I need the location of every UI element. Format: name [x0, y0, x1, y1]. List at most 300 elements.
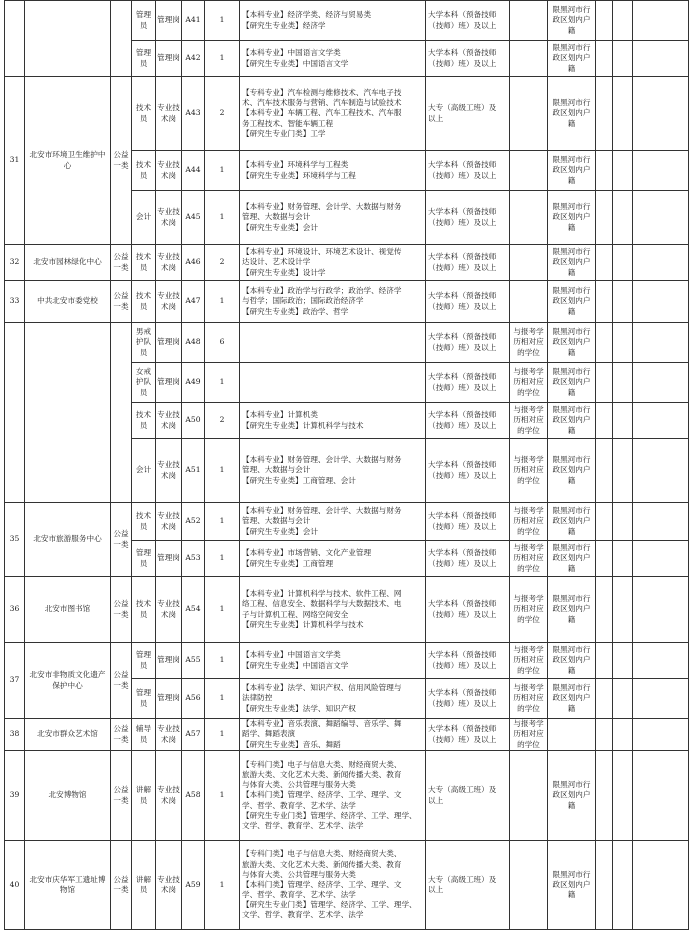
cell-major-line: 【本科专业】环境科学与工程类: [242, 160, 349, 170]
cell-post-type: 专业技术岗: [156, 439, 182, 503]
cell-major-line: 【本科专业】经济学类、经济与贸易类: [242, 10, 372, 20]
cell-major-line: 【研究生专业类】计算机科学与技术: [242, 619, 364, 629]
table-row: [5, 719, 689, 751]
table-row: [5, 643, 689, 679]
cell-post: 管理员: [132, 679, 156, 719]
cell-education-line: 大学本科（预备技师: [428, 48, 497, 58]
cell-degree-line: 的学位: [517, 347, 540, 357]
cell-major-line: 【本科门类】管理学、经济学、工学、理学、文: [242, 879, 402, 889]
cell-requirement-line: 政区划内户: [552, 655, 591, 665]
cell-education-line: 大学本科（预备技师: [428, 372, 497, 382]
cell-education-line: 大专（高级工班）及: [428, 874, 497, 884]
cell-major-line: 【专科专业】汽车检测与维修技术、汽车电子技: [242, 88, 402, 98]
cell-major-line: 【本科专业】中国语言文学类: [242, 650, 341, 660]
cell-empty: [633, 403, 689, 439]
cell-empty: [613, 191, 633, 245]
cell-degree: [510, 151, 548, 191]
cell-requirement-line: 政区划内户: [552, 693, 591, 703]
cell-education-line: 大专（高级工班）及: [428, 785, 497, 795]
cell-education: [426, 77, 510, 151]
cell-education: [426, 281, 510, 323]
cell-empty: [596, 841, 613, 930]
cell-major-line: 【本科专业】中国语言文学类: [242, 48, 341, 58]
cell-empty: [596, 643, 613, 679]
cell-unit-kind: [111, 1, 132, 77]
cell-empty: [633, 841, 689, 930]
cell-empty: [633, 643, 689, 679]
cell-requirement-line: 限黑河市行: [552, 780, 591, 790]
cell-degree: [510, 503, 548, 541]
cell-education-line: 大专（高级工班）及: [428, 103, 497, 113]
cell-post: 会计: [132, 439, 156, 503]
cell-major-line: 【本科门类】管理学、经济学、工学、理学、文: [242, 790, 402, 800]
table-row: [5, 751, 689, 841]
cell-unit-kind: 公益一类: [111, 577, 132, 643]
cell-empty: [596, 41, 613, 77]
cell-unit-kind: 公益一类: [111, 503, 132, 577]
table-body: [5, 1, 689, 930]
cell-education-line: 大学本科（预备技师: [428, 688, 497, 698]
cell-requirement: [548, 841, 596, 930]
cell-post-type: 专业技术岗: [156, 281, 182, 323]
cell-degree: [510, 281, 548, 323]
cell-requirement-line: 籍: [567, 563, 576, 573]
cell-requirement-line: 政区划内户: [552, 165, 591, 175]
cell-major-line: 【本科专业】财务管理、会计学、大数据与财务: [242, 455, 402, 465]
cell-post-code: A57: [182, 719, 205, 751]
cell-requirement: [548, 439, 596, 503]
cell-degree-line: 的学位: [517, 526, 540, 536]
cell-post-code: A46: [182, 245, 205, 281]
cell-empty: [633, 577, 689, 643]
cell-post-type: 专业技术岗: [156, 719, 182, 751]
cell-empty: [633, 245, 689, 281]
cell-serial-number: 33: [5, 281, 25, 323]
cell-post-code: A49: [182, 363, 205, 403]
cell-empty: [596, 503, 613, 541]
cell-empty: [613, 439, 633, 503]
cell-post: 管理员: [132, 541, 156, 577]
cell-degree: [510, 541, 548, 577]
cell-major-line: 与哲学；国际政治；国际政治经济学: [242, 296, 364, 306]
cell-degree: [510, 191, 548, 245]
cell-headcount: 2: [205, 403, 240, 439]
cell-requirement-line: 籍: [567, 25, 576, 35]
cell-degree-line: 历相对应: [513, 604, 544, 614]
cell-post: 女戒护队员: [132, 363, 156, 403]
cell-post: 技术员: [132, 245, 156, 281]
cell-post-code: A56: [182, 679, 205, 719]
cell-headcount: 1: [205, 281, 240, 323]
cell-serial-number: 38: [5, 719, 25, 751]
cell-post: 讲解员: [132, 751, 156, 841]
cell-empty: [596, 281, 613, 323]
cell-requirement-line: 限黑河市行: [552, 594, 591, 604]
cell-major: [240, 41, 426, 77]
cell-empty: [633, 41, 689, 77]
cell-unit-kind: 公益一类: [111, 751, 132, 841]
cell-degree-line: 的学位: [517, 563, 540, 573]
cell-major-line: 【专科门类】电子与信息大类、财经商贸大类、: [242, 849, 402, 859]
cell-education: [426, 245, 510, 281]
cell-requirement-line: 政区划内户: [552, 257, 591, 267]
cell-major-line: 文学、哲学、教育学、艺术学、法学: [242, 910, 364, 920]
cell-degree-line: 历相对应: [513, 516, 544, 526]
cell-empty: [633, 751, 689, 841]
cell-requirement-line: 籍: [567, 890, 576, 900]
cell-requirement-line: 限黑河市行: [552, 202, 591, 212]
cell-major-line: 【本科专业】财务管理、会计学、大数据与财务: [242, 506, 402, 516]
cell-education: [426, 191, 510, 245]
cell-empty: [596, 77, 613, 151]
cell-major: [240, 77, 426, 151]
cell-requirement-line: 籍: [567, 387, 576, 397]
cell-post: 会计: [132, 191, 156, 245]
cell-education-line: （技师）班）及以上: [428, 301, 497, 311]
cell-requirement-line: 政区划内户: [552, 553, 591, 563]
cell-requirement: [548, 363, 596, 403]
cell-post-code: A55: [182, 643, 205, 679]
cell-major-line: 文学、哲学、教育学、艺术学、法学: [242, 820, 364, 830]
cell-headcount: 1: [205, 643, 240, 679]
cell-unit-name: 北安市园林绿化中心: [25, 245, 111, 281]
cell-requirement: [548, 191, 596, 245]
cell-empty: [633, 281, 689, 323]
cell-major: [240, 323, 426, 363]
recruitment-table: [4, 0, 689, 930]
cell-empty: [613, 751, 633, 841]
cell-post-type: 专业技术岗: [156, 191, 182, 245]
cell-education-line: 大学本科（预备技师: [428, 599, 497, 609]
cell-empty: [613, 151, 633, 191]
cell-degree-line: 历相对应: [513, 415, 544, 425]
cell-degree: [510, 1, 548, 41]
cell-degree-line: 的学位: [517, 425, 540, 435]
cell-major: [240, 719, 426, 751]
cell-major: [240, 191, 426, 245]
cell-major-line: 旅游大类、文化艺术大类、新闻传播大类、教育: [242, 770, 402, 780]
cell-serial-number: 31: [5, 77, 25, 245]
cell-requirement-line: 限黑河市行: [552, 367, 591, 377]
cell-degree: [510, 841, 548, 930]
cell-degree-line: 历相对应: [513, 465, 544, 475]
cell-requirement-line: 籍: [567, 306, 576, 316]
cell-degree: [510, 679, 548, 719]
cell-serial-number: 37: [5, 643, 25, 719]
cell-empty: [613, 323, 633, 363]
cell-requirement: [548, 151, 596, 191]
cell-degree-line: 历相对应: [513, 377, 544, 387]
cell-post-code: A53: [182, 541, 205, 577]
cell-empty: [613, 841, 633, 930]
cell-post-type: 专业技术岗: [156, 151, 182, 191]
cell-major-line: 【研究生专业类】会计: [242, 526, 318, 536]
cell-degree-line: 历相对应: [513, 693, 544, 703]
cell-requirement-line: 限黑河市行: [552, 155, 591, 165]
cell-requirement-line: 政区划内户: [552, 516, 591, 526]
cell-major: [240, 151, 426, 191]
cell-education-line: 大学本科（预备技师: [428, 650, 497, 660]
cell-degree-line: 的学位: [517, 703, 540, 713]
cell-empty: [596, 323, 613, 363]
cell-empty: [596, 679, 613, 719]
cell-empty: [596, 541, 613, 577]
cell-requirement-line: 政区划内户: [552, 296, 591, 306]
cell-unit-name: 北安市图书馆: [25, 577, 111, 643]
cell-major-line: 术、汽车技术服务与营销、汽车制造与试验技术: [242, 98, 402, 108]
cell-post-type: 管理岗: [156, 679, 182, 719]
cell-requirement-line: 政区划内户: [552, 15, 591, 25]
cell-major-line: 管理、大数据与会计: [242, 212, 311, 222]
cell-education: [426, 41, 510, 77]
cell-post-code: A48: [182, 323, 205, 363]
cell-requirement: [548, 281, 596, 323]
cell-unit-name: 中共北安市委党校: [25, 281, 111, 323]
cell-requirement-line: 籍: [567, 347, 576, 357]
cell-requirement-line: 政区划内户: [552, 790, 591, 800]
cell-degree-line: 与报考学: [513, 455, 544, 465]
cell-education: [426, 541, 510, 577]
cell-education-line: （技师）班）及以上: [428, 420, 497, 430]
cell-degree-line: 与报考学: [513, 719, 544, 729]
cell-empty: [613, 1, 633, 41]
cell-major-line: 学、哲学、教育学、艺术学、法学: [242, 890, 356, 900]
cell-degree: [510, 363, 548, 403]
cell-education-line: （技师）班）及以上: [428, 58, 497, 68]
cell-education-line: （技师）班）及以上: [428, 342, 497, 352]
cell-education-line: （技师）班）及以上: [428, 660, 497, 670]
cell-empty: [613, 503, 633, 541]
cell-headcount: 1: [205, 151, 240, 191]
table-row: [5, 1, 689, 41]
cell-headcount: 1: [205, 363, 240, 403]
cell-education-line: 大学本科（预备技师: [428, 10, 497, 20]
cell-requirement-line: 限黑河市行: [552, 5, 591, 15]
cell-requirement-line: 籍: [567, 267, 576, 277]
cell-headcount: 1: [205, 841, 240, 930]
cell-degree-line: 历相对应: [513, 553, 544, 563]
cell-requirement-line: 籍: [567, 703, 576, 713]
cell-empty: [633, 503, 689, 541]
cell-requirement-line: 籍: [567, 614, 576, 624]
cell-degree: [510, 41, 548, 77]
cell-education-line: 大学本科（预备技师: [428, 410, 497, 420]
cell-education: [426, 643, 510, 679]
cell-degree-line: 与报考学: [513, 405, 544, 415]
cell-headcount: 1: [205, 41, 240, 77]
cell-education-line: 大学本科（预备技师: [428, 724, 497, 734]
cell-empty: [633, 1, 689, 41]
cell-education-line: （技师）班）及以上: [428, 470, 497, 480]
cell-serial-number: 32: [5, 245, 25, 281]
cell-major: [240, 439, 426, 503]
cell-post: 技术员: [132, 503, 156, 541]
cell-unit-name: [25, 323, 111, 503]
cell-headcount: 1: [205, 1, 240, 41]
cell-requirement-line: 籍: [567, 665, 576, 675]
table-row: [5, 577, 689, 643]
cell-serial-number: 36: [5, 577, 25, 643]
cell-requirement-line: 限黑河市行: [552, 543, 591, 553]
cell-major: [240, 281, 426, 323]
cell-post-type: 专业技术岗: [156, 403, 182, 439]
cell-requirement: [548, 643, 596, 679]
cell-major-line: 【本科专业】车辆工程、汽车工程技术、汽车服: [242, 108, 402, 118]
cell-headcount: 6: [205, 323, 240, 363]
cell-post: 管理员: [132, 41, 156, 77]
cell-headcount: 2: [205, 245, 240, 281]
cell-major: [240, 679, 426, 719]
cell-major-line: 【本科专业】政治学与行政学；政治学、经济学: [242, 286, 402, 296]
cell-post: 辅导员: [132, 719, 156, 751]
cell-requirement-line: 限黑河市行: [552, 98, 591, 108]
cell-degree-line: 与报考学: [513, 683, 544, 693]
cell-degree-line: 与报考学: [513, 645, 544, 655]
cell-requirement: [548, 1, 596, 41]
cell-unit-name: 北安市非物质文化遗产保护中心: [25, 643, 111, 719]
cell-major-line: 【研究生专业类】工商管理: [242, 558, 334, 568]
cell-requirement-line: 籍: [567, 118, 576, 128]
cell-degree: [510, 643, 548, 679]
cell-post: 管理员: [132, 1, 156, 41]
cell-education: [426, 403, 510, 439]
cell-requirement-line: 限黑河市行: [552, 43, 591, 53]
cell-requirement: [548, 503, 596, 541]
cell-unit-name: 北安市旅游服务中心: [25, 503, 111, 577]
cell-headcount: 1: [205, 577, 240, 643]
cell-serial-number: [5, 1, 25, 77]
cell-post-code: A47: [182, 281, 205, 323]
cell-post: 技术员: [132, 403, 156, 439]
cell-degree-line: 历相对应: [513, 655, 544, 665]
table-row: [5, 503, 689, 541]
cell-major-line: 务工程技术、智能车辆工程: [242, 118, 334, 128]
cell-empty: [596, 191, 613, 245]
cell-requirement-line: 限黑河市行: [552, 455, 591, 465]
cell-requirement-line: 政区划内户: [552, 465, 591, 475]
cell-major-line: 达设计、艺术设计学: [242, 257, 311, 267]
cell-empty: [613, 541, 633, 577]
cell-empty: [596, 719, 613, 751]
cell-education-line: 大学本科（预备技师: [428, 332, 497, 342]
cell-requirement: [548, 323, 596, 363]
cell-requirement: [548, 719, 596, 751]
cell-degree: [510, 751, 548, 841]
cell-degree-line: 历相对应: [513, 337, 544, 347]
cell-major-line: 旅游大类、文化艺术大类、新闻传播大类、教育: [242, 859, 402, 869]
cell-requirement-line: 限黑河市行: [552, 247, 591, 257]
cell-major-line: 学、哲学、教育学、艺术学、法学: [242, 800, 356, 810]
cell-degree: [510, 719, 548, 751]
cell-post-code: A59: [182, 841, 205, 930]
cell-post-type: 专业技术岗: [156, 577, 182, 643]
cell-empty: [596, 245, 613, 281]
cell-headcount: 2: [205, 77, 240, 151]
cell-major-line: 【研究生专业类】中国语言文学: [242, 58, 349, 68]
cell-serial-number: [5, 323, 25, 503]
cell-degree-line: 与报考学: [513, 543, 544, 553]
table-row: [5, 281, 689, 323]
cell-education-line: 以上: [428, 113, 444, 123]
cell-requirement-line: 籍: [567, 526, 576, 536]
cell-empty: [613, 577, 633, 643]
cell-post-type: 管理岗: [156, 643, 182, 679]
cell-empty: [633, 77, 689, 151]
cell-major-line: 与体育大类、公共管理与服务大类: [242, 780, 356, 790]
cell-major-line: 【研究生专业门类】管理学、经济学、工学、理学、: [242, 810, 417, 820]
cell-major: [240, 751, 426, 841]
cell-major-line: 【本科专业】财务管理、会计学、大数据与财务: [242, 202, 402, 212]
cell-requirement-line: 政区划内户: [552, 415, 591, 425]
cell-empty: [596, 751, 613, 841]
cell-degree-line: 的学位: [517, 614, 540, 624]
cell-headcount: 1: [205, 679, 240, 719]
cell-major: [240, 1, 426, 41]
cell-empty: [633, 363, 689, 403]
cell-degree-line: 与报考学: [513, 506, 544, 516]
cell-major-line: 【研究生专业类】会计: [242, 222, 318, 232]
cell-requirement-line: 籍: [567, 222, 576, 232]
cell-education-line: （技师）班）及以上: [428, 558, 497, 568]
cell-education: [426, 841, 510, 930]
cell-serial-number: 35: [5, 503, 25, 577]
cell-education: [426, 363, 510, 403]
cell-post-code: A41: [182, 1, 205, 41]
cell-unit-kind: 公益一类: [111, 719, 132, 751]
cell-unit-kind: 公益一类: [111, 643, 132, 719]
cell-post-code: A51: [182, 439, 205, 503]
cell-post: 技术员: [132, 281, 156, 323]
cell-empty: [613, 679, 633, 719]
cell-education-line: 以上: [428, 885, 444, 894]
cell-empty: [633, 191, 689, 245]
cell-major-line: 【研究生专业类】工商管理、会计: [242, 475, 356, 485]
cell-empty: [633, 151, 689, 191]
cell-major-line: 蹈学、舞蹈表演: [242, 729, 296, 739]
cell-post-type: 管理岗: [156, 323, 182, 363]
cell-requirement-line: 限黑河市行: [552, 506, 591, 516]
cell-major-line: 【研究生专业类】环境科学与工程: [242, 170, 356, 180]
cell-major-line: 【研究生专业类】设计学: [242, 267, 326, 277]
cell-empty: [613, 363, 633, 403]
cell-post-type: 管理岗: [156, 363, 182, 403]
cell-major-line: 【本科专业】计算机科学与技术、软件工程、网: [242, 589, 402, 599]
cell-education-line: 大学本科（预备技师: [428, 460, 497, 470]
cell-major-line: 管理、大数据与会计: [242, 465, 311, 475]
cell-requirement-line: 籍: [567, 175, 576, 185]
cell-requirement: [548, 751, 596, 841]
cell-empty: [633, 323, 689, 363]
cell-post-type: 专业技术岗: [156, 751, 182, 841]
cell-unit-kind: 公益一类: [111, 77, 132, 245]
cell-requirement-line: 籍: [567, 425, 576, 435]
cell-major-line: 法律防控: [242, 693, 273, 703]
cell-education-line: 大学本科（预备技师: [428, 511, 497, 521]
cell-education-line: （技师）班）及以上: [428, 170, 497, 180]
cell-education: [426, 679, 510, 719]
cell-major-line: 【研究生专业门类】工学: [242, 128, 326, 138]
cell-unit-kind: 公益一类: [111, 841, 132, 930]
cell-requirement: [548, 577, 596, 643]
cell-education-line: 大学本科（预备技师: [428, 291, 497, 301]
cell-requirement-line: 政区划内户: [552, 53, 591, 63]
cell-requirement-line: 政区划内户: [552, 212, 591, 222]
cell-major-line: 【本科专业】计算机类: [242, 410, 318, 420]
cell-education-line: （技师）班）及以上: [428, 382, 497, 392]
cell-major-line: 与体育大类、公共管理与服务大类: [242, 869, 356, 879]
cell-major-line: 【研究生专业类】法学、知识产权: [242, 703, 356, 713]
cell-requirement-line: 限黑河市行: [552, 869, 591, 879]
